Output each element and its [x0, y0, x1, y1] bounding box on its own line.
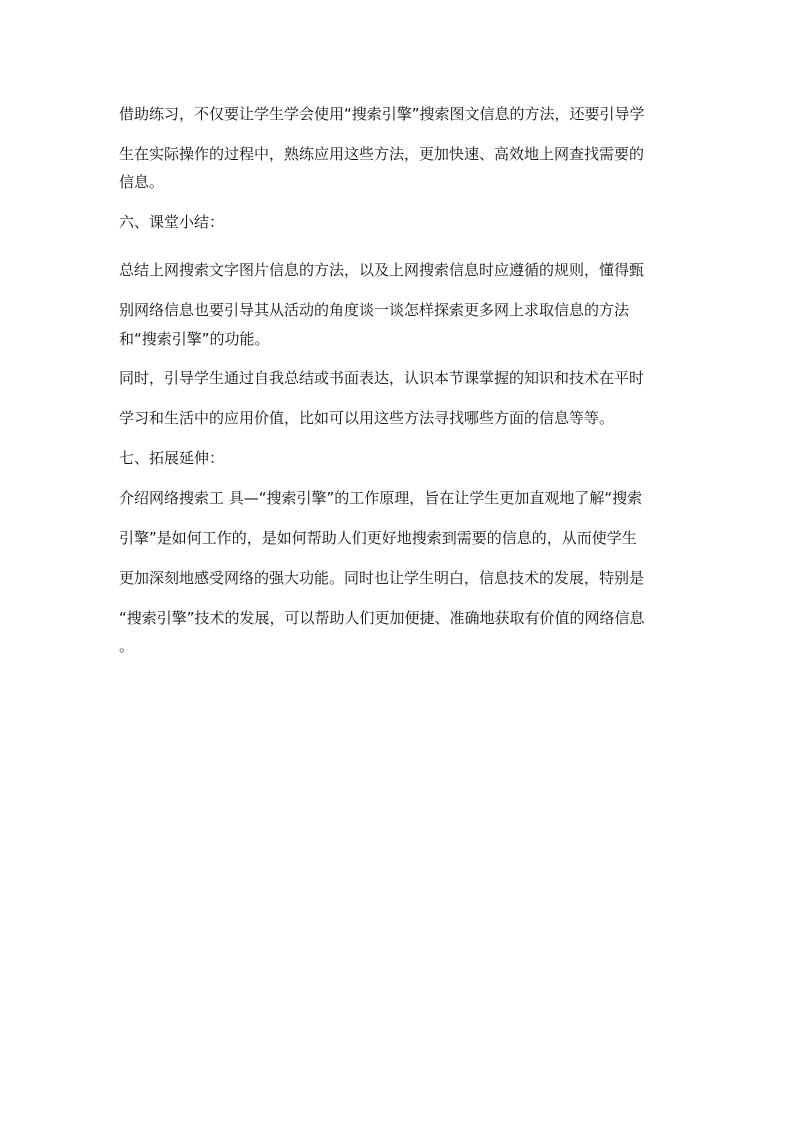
- section-6-paragraph-2: [119, 368, 679, 428]
- s7p1-line-4: “搜索引擎”技术的发展，可以帮助人们更加便捷、准确地获取有价值的网络信息: [119, 609, 645, 627]
- intro-line-3: 信息。: [119, 173, 165, 191]
- s6p1-line-3: 和“搜索引擎”的功能。: [119, 330, 270, 348]
- s6p2-line-2: 学习和生活中的应用价值，比如可以用这些方法寻找哪些方面的信息等等。: [119, 409, 615, 427]
- section-6-heading: 六、课堂小结：: [119, 213, 225, 231]
- section-6: [119, 212, 679, 428]
- section-7-paragraph-1: [119, 488, 679, 656]
- s6p1-line-1: 总结上网搜索文字图片信息的方法，以及上网搜索信息时应遵循的规则，懂得甄: [119, 261, 645, 279]
- s6p1-line-2: 别网络信息也要引导其从活动的角度谈一谈怎样探索更多网上求取信息的方法: [119, 301, 630, 319]
- section-7-heading: 七、拓展延伸：: [119, 449, 225, 467]
- s7p1-line-2: 引擎”是如何工作的，是如何帮助人们更好地搜索到需要的信息的，从而使学生: [119, 529, 637, 547]
- section-6-paragraph-1: [119, 260, 679, 349]
- section-7: [119, 448, 679, 656]
- intro-paragraph: [119, 104, 679, 192]
- intro-line-2: 生在实际操作的过程中，熟练应用这些方法，更加快速、高效地上网查找需要的: [119, 145, 645, 163]
- s6p2-line-1: 同时，引导学生通过自我总结或书面表达，认识本节课掌握的知识和技术在平时: [119, 369, 645, 387]
- document-body: [119, 104, 679, 656]
- s7p1-line-3: 更加深刻地感受网络的强大功能。同时也让学生明白，信息技术的发展，特别是: [119, 569, 645, 587]
- s7p1-line-5: 。: [119, 637, 135, 655]
- s7p1-line-1: 介绍网络搜索工 具—“搜索引擎”的工作原理，旨在让学生更加直观地了解“搜索: [119, 489, 643, 507]
- intro-line-1: 借助练习，不仅要让学生学会使用“搜索引擎”搜索图文信息的方法，还要引导学: [119, 105, 645, 123]
